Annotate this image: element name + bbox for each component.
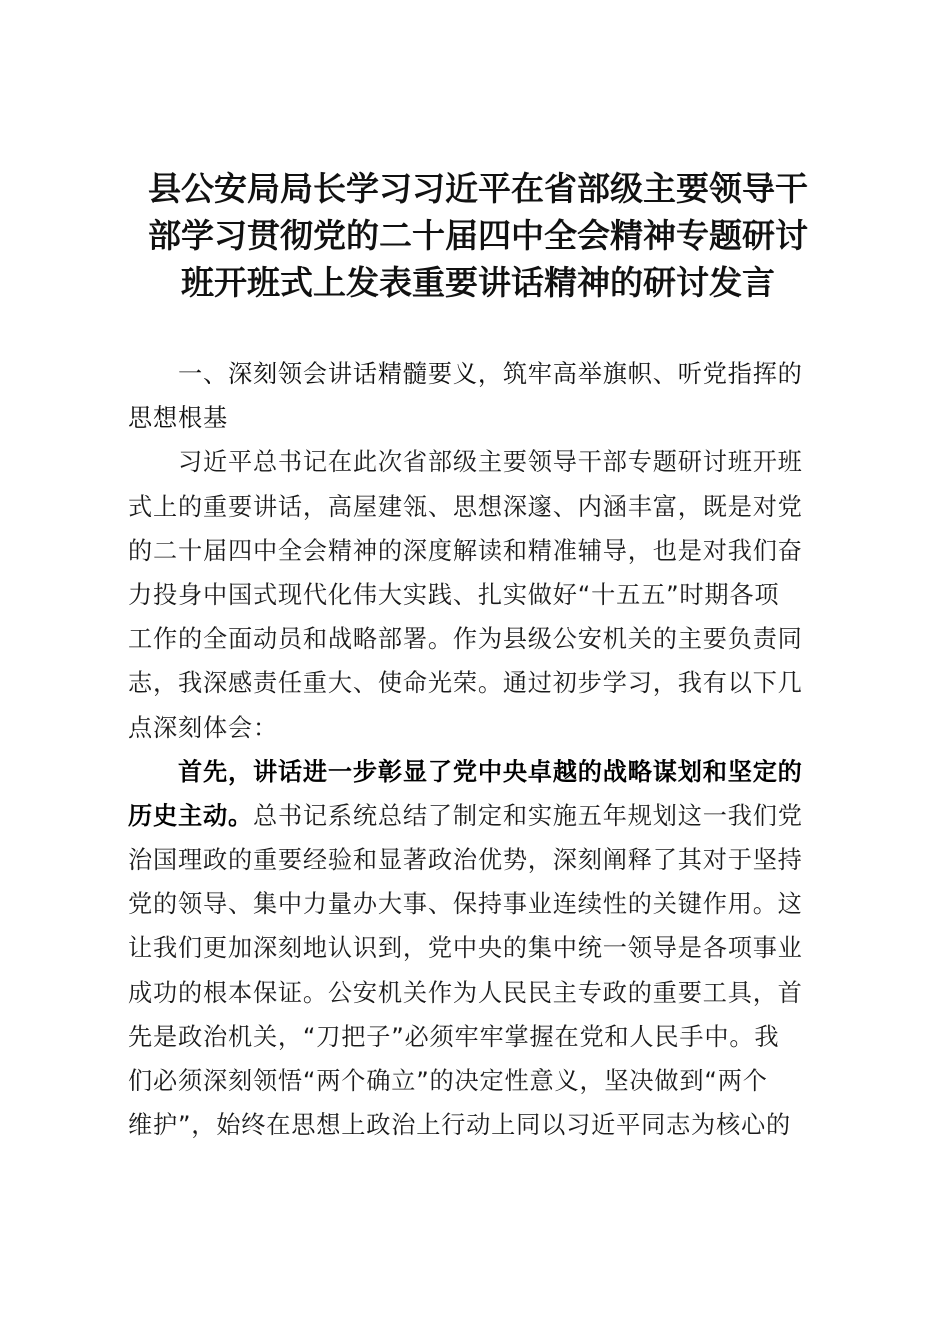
paragraph-line: 的二十届四中全会精神的深度解读和精准辅导，也是对我们奋 [128,536,803,565]
bold-lead-end: 历史主动。 [128,800,253,830]
paragraph-line: 们必须深刻领悟“两个确立”的决定性意义，坚决做到“两个 [128,1067,768,1095]
paragraph-1 [128,440,832,749]
paragraph-line: 点深刻体会： [128,713,278,742]
title-line-2: 部学习贯彻党的二十届四中全会精神专题研讨 [148,216,808,255]
section-heading [128,352,832,440]
bold-lead-line: 首先，讲话进一步彰显了党中央卓越的战略谋划和坚定的 [128,756,803,786]
document-body [128,352,832,1147]
heading-line-2: 思想根基 [128,404,228,433]
paragraph-line: 习近平总书记在此次省部级主要领导干部专题研讨班开班 [128,448,803,477]
paragraph-line: 力投身中国式现代化伟大实践、扎实做好“十五五”时期各项 [128,580,780,609]
paragraph-text: 总书记系统总结了制定和实施五年规划这一我们党 [252,801,803,830]
paragraph-line: 治国理政的重要经验和显著政治优势，深刻阐释了其对于坚持 [128,846,803,875]
paragraph-line: 工作的全面动员和战略部署。作为县级公安机关的主要负责同 [128,625,803,654]
paragraph-line [128,794,832,838]
title-line-1: 县公安局局长学习习近平在省部级主要领导干 [148,169,808,208]
paragraph-line: 志，我深感责任重大、使命光荣。通过初步学习，我有以下几 [128,669,803,698]
paragraph-line: 让我们更加深刻地认识到，党中央的集中统一领导是各项事业 [128,934,803,963]
title-line-3: 班开班式上发表重要讲话精神的研讨发言 [181,263,775,302]
paragraph-line: 党的领导、集中力量办大事、保持事业连续性的关键作用。这 [128,890,803,919]
paragraph-line: 维护”，始终在思想上政治上行动上同以习近平同志为核心的 [128,1111,792,1140]
paragraph-line: 式上的重要讲话，高屋建瓴、思想深邃、内涵丰富，既是对党 [128,492,803,521]
heading-line-1: 一、深刻领会讲话精髓要义，筑牢高举旗帜、听党指挥的 [128,360,803,388]
paragraph-line: 先是政治机关，“刀把子”必须牢牢掌握在党和人民手中。我 [128,1022,780,1051]
paragraph-2 [128,750,832,1148]
document-title [125,165,831,306]
paragraph-line: 成功的根本保证。公安机关作为人民民主专政的重要工具，首 [128,978,803,1007]
